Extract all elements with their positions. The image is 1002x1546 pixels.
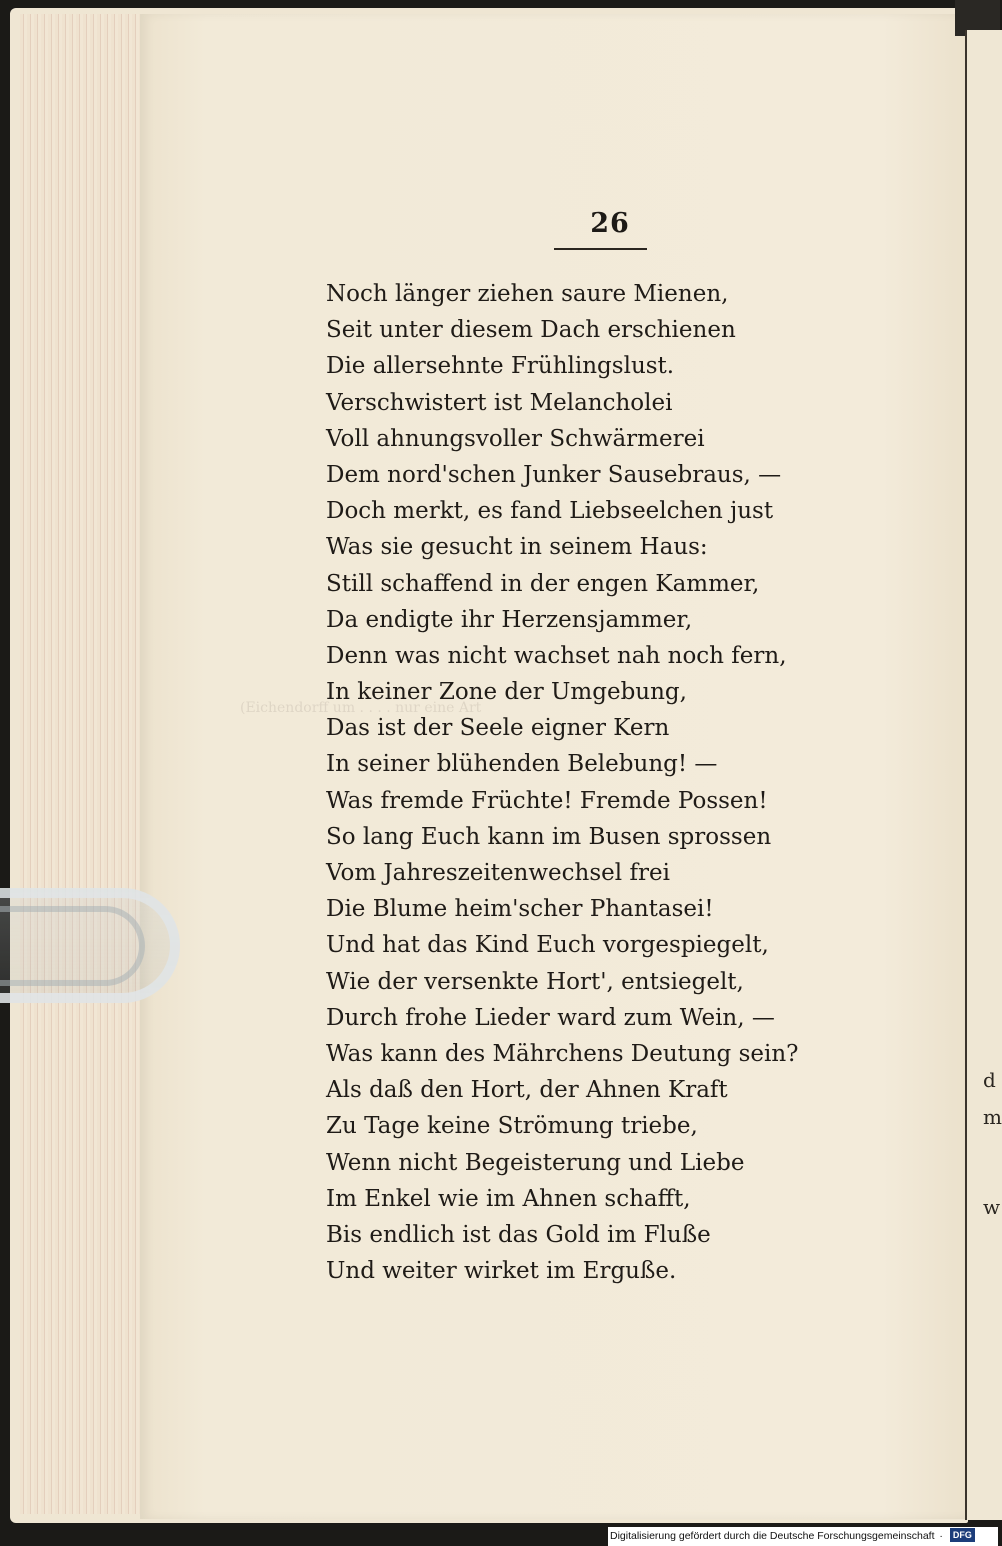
poem-line: Zu Tage keine Strömung triebe, [326, 1113, 698, 1140]
poem-line: Bis endlich ist das Gold im Fluße [326, 1221, 711, 1248]
facing-page-letter: m [983, 1105, 1002, 1129]
poem-line: Die allersehnte Frühlingslust. [326, 353, 675, 380]
header-rule [554, 248, 647, 250]
poem-line: Als daß den Hort, der Ahnen Kraft [326, 1077, 728, 1104]
facing-page-letter: w [983, 1195, 1001, 1219]
page-edges [20, 14, 141, 1514]
page-holder-clip-inner [0, 906, 145, 986]
poem-line: Still schaffend in der engen Kammer, [326, 570, 760, 597]
poem-line: In seiner blühenden Belebung! — [326, 751, 718, 778]
poem-line: Dem nord'schen Junker Sausebraus, — [326, 461, 782, 488]
poem-line: Noch länger ziehen saure Mienen, [326, 281, 729, 307]
poem-line: Und weiter wirket im Erguße. [326, 1258, 677, 1285]
poem-line: Im Enkel wie im Ahnen schafft, [326, 1185, 691, 1212]
poem-line: Die Blume heim'scher Phantasei! [326, 896, 714, 923]
digitization-footer: Digitalisierung gefördert durch die Deutsche Forschungsgemeinschaft · DFG [608, 1527, 998, 1546]
facing-page-sliver [965, 30, 1002, 1520]
poem-line: So lang Euch kann im Busen sprossen [326, 823, 772, 850]
poem-line: Durch frohe Lieder ward zum Wein, — [326, 1004, 775, 1031]
poem-line: Da endigte ihr Herzensjammer, [326, 606, 693, 633]
dfg-logo: DFG [950, 1528, 975, 1542]
poem-line: Was fremde Früchte! Fremde Possen! [326, 787, 768, 814]
poem-line: Vom Jahreszeitenwechsel frei [326, 860, 670, 886]
poem-line: Voll ahnungsvoller Schwärmerei [326, 425, 705, 452]
poem-line: Doch merkt, es fand Liebseelchen just [326, 498, 774, 525]
poem-line: Verschwistert ist Melancholei [326, 389, 673, 416]
poem-line: Was kann des Mährchens Deutung sein? [326, 1040, 799, 1067]
poem-line: Wie der versenkte Hort', entsiegelt, [326, 968, 744, 995]
poem-line: Das ist der Seele eigner Kern [326, 715, 670, 742]
page-number: 26 [590, 208, 630, 239]
poem-line: Und hat das Kind Euch vorgespiegelt, [326, 932, 769, 959]
poem-line: Seit unter diesem Dach erschienen [326, 317, 736, 344]
poem-line: In keiner Zone der Umgebung, [326, 679, 687, 706]
poem-line: Wenn nicht Begeisterung und Liebe [326, 1149, 745, 1176]
footer-credit: Digitalisierung gefördert durch die Deutsche Forschungsgemeinschaft [610, 1530, 935, 1542]
poem-text [326, 276, 906, 1289]
facing-page-letter: d [983, 1068, 996, 1092]
poem-line: Was sie gesucht in seinem Haus: [326, 534, 708, 561]
poem-line: Denn was nicht wachset nah noch fern, [326, 642, 787, 669]
